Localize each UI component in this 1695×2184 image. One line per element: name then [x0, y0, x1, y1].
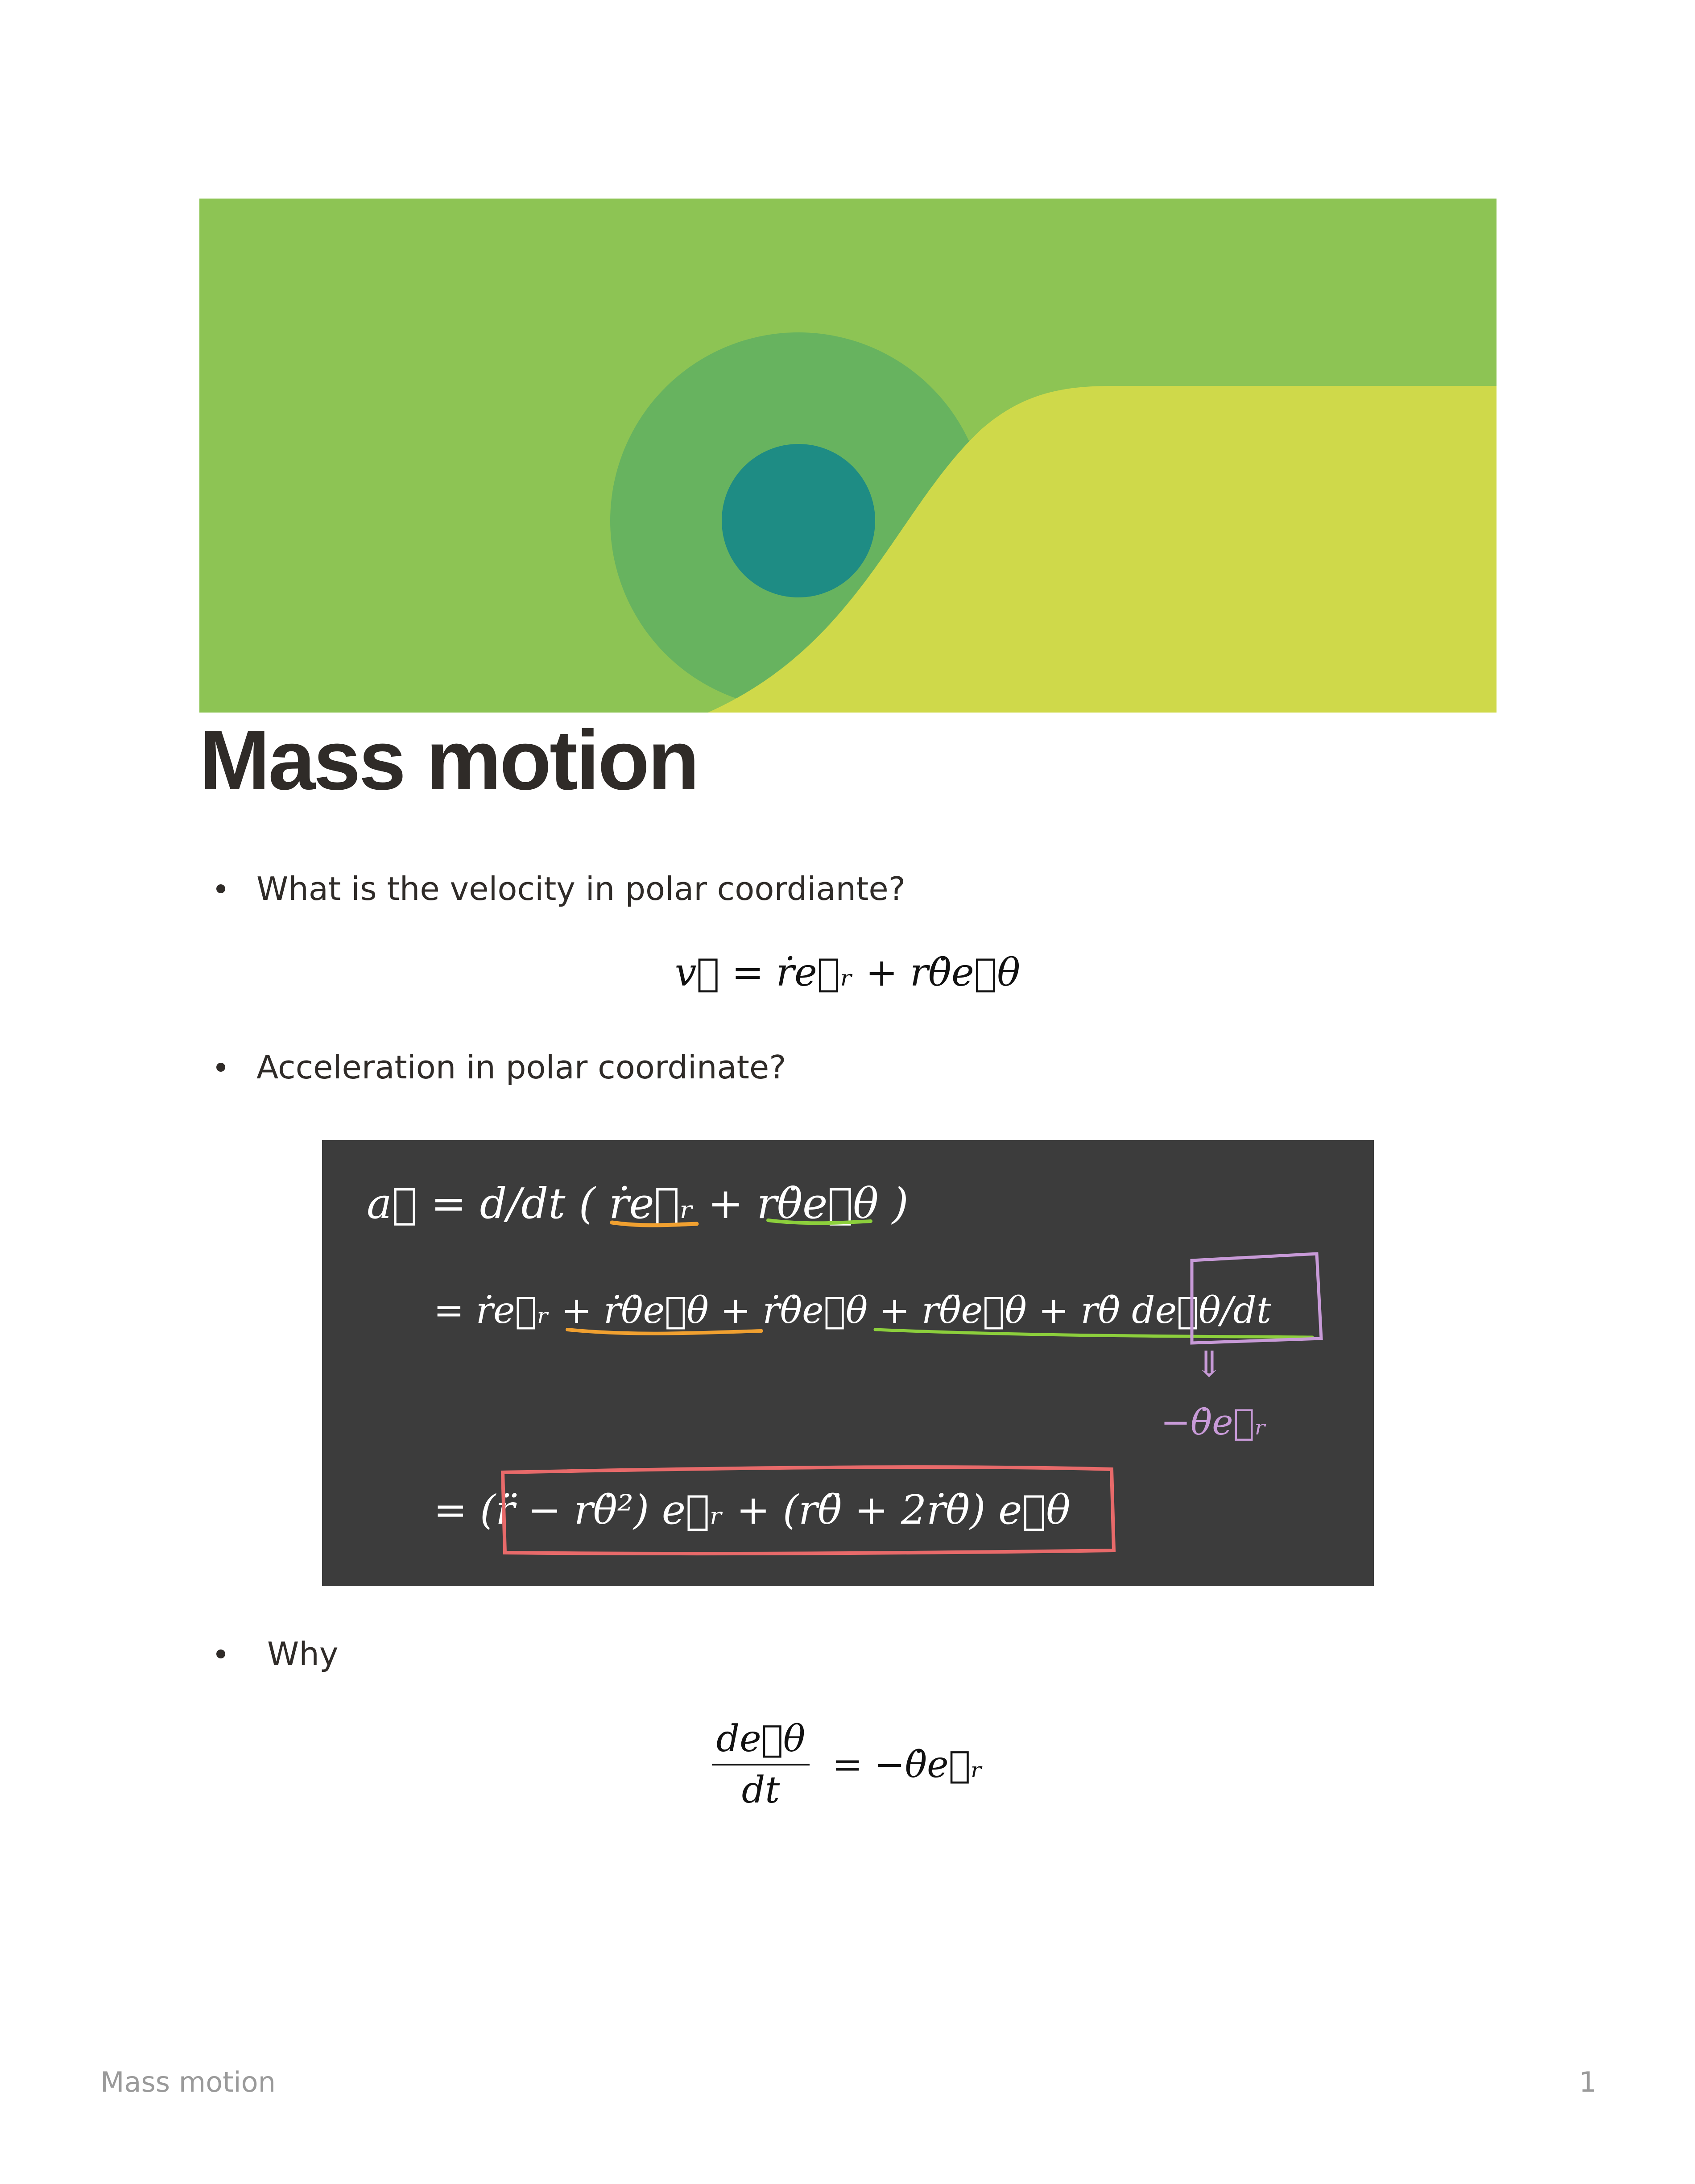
why-equation	[0, 1718, 1695, 1811]
list-item	[216, 1635, 338, 1673]
handwriting-note: −θ̇e⃗ᵣ	[1161, 1401, 1267, 1443]
bullet-dot	[216, 884, 225, 893]
list-item	[216, 870, 905, 908]
handwriting-line-2: = ṙe⃗ᵣ + ṙθ̇e⃗θ + ṙθ̇e⃗θ + rθ̈e⃗θ + rθ̇ de⃗θ/dt	[434, 1289, 1271, 1332]
velocity-equation: v⃗ = ṙe⃗ᵣ + rθ̇e⃗θ	[674, 950, 1021, 995]
footer-title: Mass motion	[100, 2066, 276, 2098]
list-item-text: Acceleration in polar coordinate?	[256, 1048, 786, 1086]
list-item-text: Why	[267, 1635, 339, 1673]
fraction-denominator: dt	[741, 1769, 780, 1811]
cover-circle	[722, 444, 875, 597]
list-item	[216, 1048, 786, 1086]
handwriting-arrow: ⇓	[1194, 1343, 1224, 1385]
bullet-dot	[216, 1063, 225, 1072]
cover-illustration	[199, 199, 1497, 713]
cover-image	[199, 199, 1497, 713]
fraction	[712, 1718, 810, 1811]
bullet-dot	[216, 1649, 225, 1658]
page-title: Mass motion	[199, 713, 698, 808]
handwriting-line-1: a⃗ = d/dt ( ṙe⃗ᵣ + rθ̇e⃗θ )	[367, 1179, 909, 1228]
handwriting-line-3: = (r̈ − rθ̇²) e⃗ᵣ + (rθ̈ + 2ṙθ̇) e⃗θ	[434, 1487, 1071, 1533]
page-number: 1	[1579, 2066, 1597, 2098]
equation-rhs: = −θ̇e⃗ᵣ	[832, 1743, 984, 1786]
handwriting-board	[322, 1140, 1374, 1586]
list-item-text: What is the velocity in polar coordiante?	[256, 870, 905, 908]
handwritten-derivation-image	[322, 1140, 1374, 1586]
fraction-numerator: de⃗θ	[712, 1718, 810, 1765]
